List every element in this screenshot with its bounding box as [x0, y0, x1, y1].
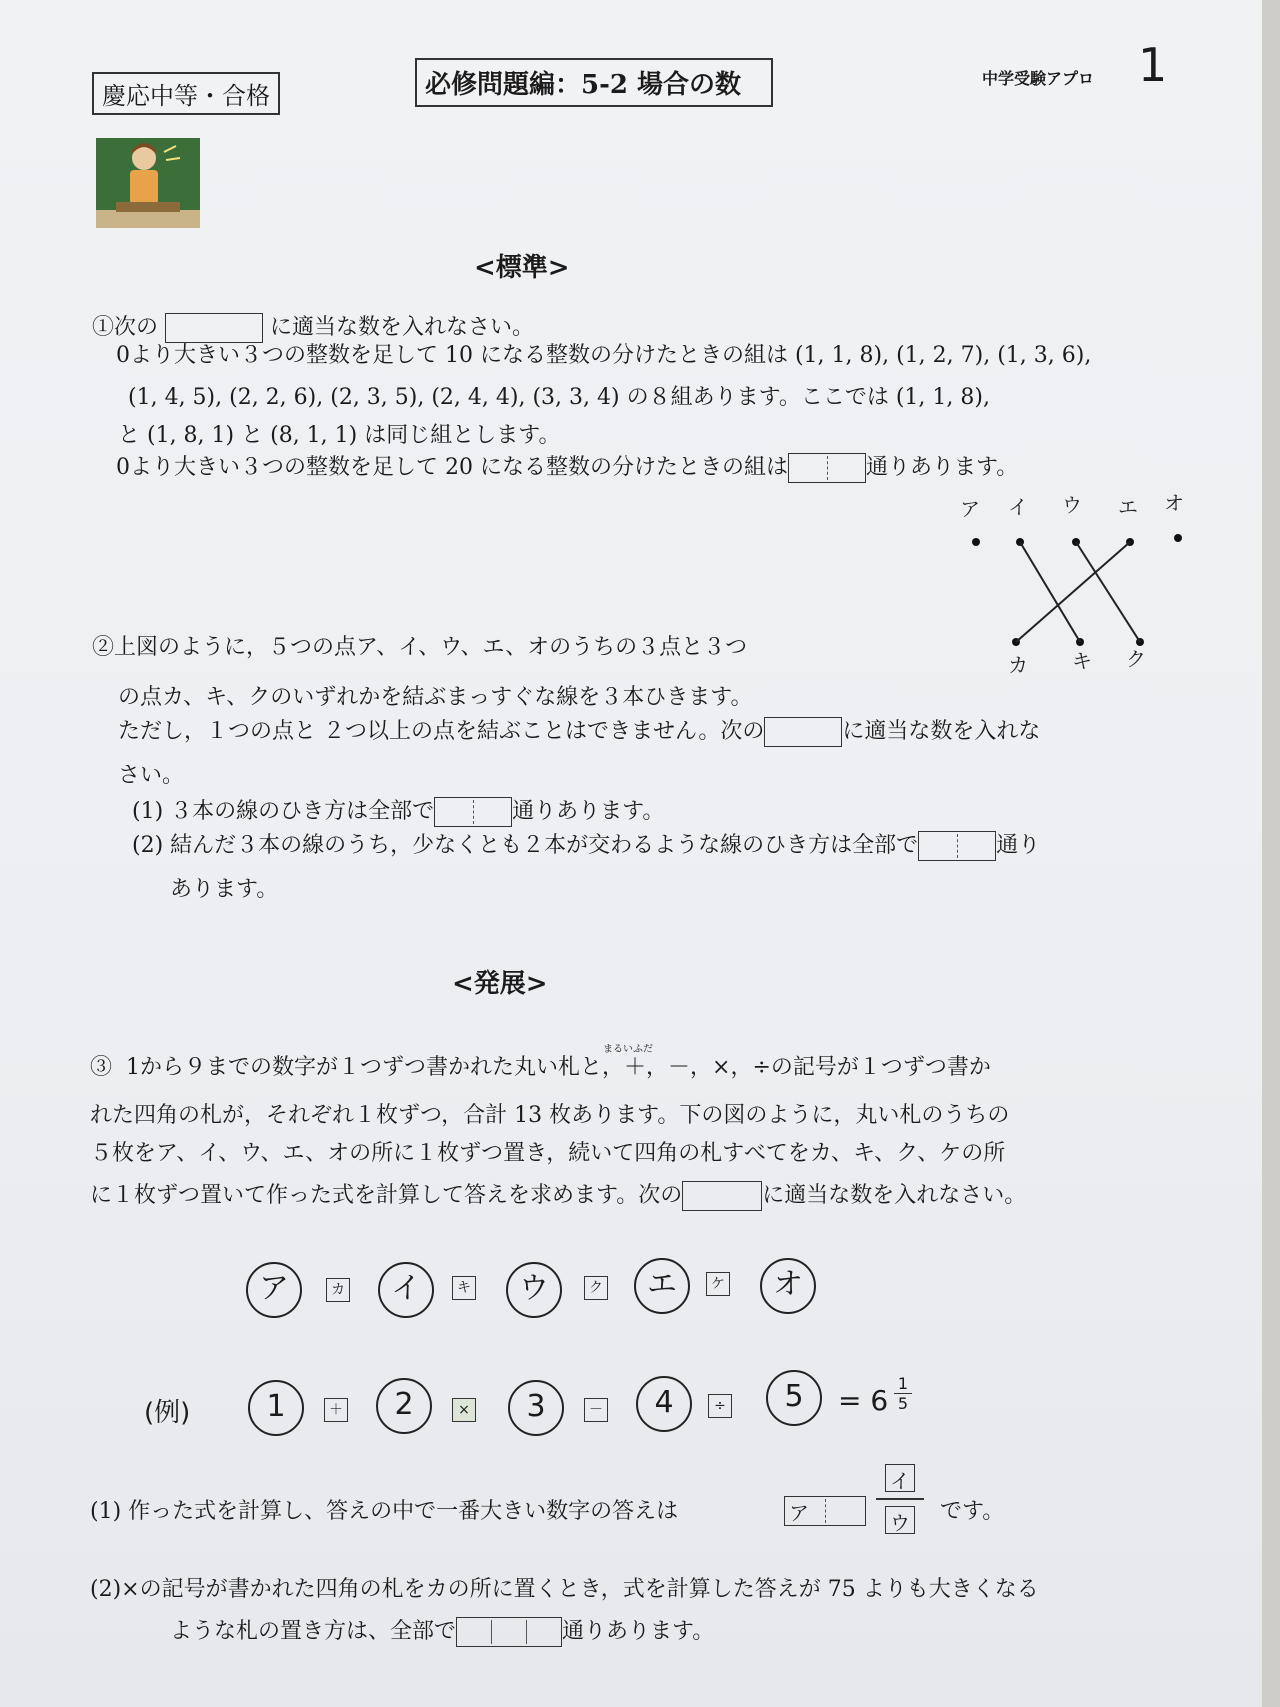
q2-sub1-answer-box[interactable] [434, 797, 512, 827]
label-u: ウ [1062, 493, 1082, 517]
q3-sub2-text: ような札の置き方は、全部で [170, 1619, 457, 1644]
q1-text-b: に適当な数を入れなさい。 [270, 315, 535, 340]
q3-sub2-suffix: 通りあります。 [562, 1619, 715, 1644]
point-o [1174, 534, 1182, 542]
square-slot-ke: ケ [706, 1272, 730, 1296]
page-title: 必修問題編：5-2 場合の数 [415, 58, 773, 107]
q3-sub2-answer-box[interactable] [456, 1617, 562, 1647]
page-number: 1 [1138, 38, 1168, 92]
line-i-ki [1020, 542, 1080, 642]
label-o: オ [1164, 491, 1184, 515]
q3-sub1-fraction [876, 1464, 924, 1534]
square-slot-ku: ク [584, 1276, 608, 1300]
example-circle-1: 1 [248, 1380, 304, 1436]
q3-sub1-numerator-box[interactable] [885, 1464, 915, 1492]
q3-sub1-text: (1) 作った式を計算し、答えの中で一番大きい数字の答えは [90, 1499, 679, 1524]
q1-question-text: 0より大きい３つの整数を足して 20 になる整数の分けたときの組は [116, 455, 788, 480]
q3-sub1-suffix: です。 [940, 1499, 1005, 1524]
q2-sub2-suffix: 通り [996, 833, 1041, 858]
q3-line4 [90, 1180, 1026, 1212]
square-slot-ki: キ [452, 1276, 476, 1300]
q2-text-3a: ただし，１つの点と ２つ以上の点を結ぶことはできません。次の [118, 719, 765, 744]
example-circle-4: 4 [636, 1376, 692, 1432]
q1-line3: (1, 4, 5), (2, 2, 6), (2, 3, 5), (2, 4, 4), (3, 3, 4) の８組あります。ここでは (1, 1, 8), [128, 385, 990, 410]
example-result-fraction [894, 1374, 912, 1413]
q2-sub1-text: (1) ３本の線のひき方は全部で [132, 799, 435, 824]
q2-sub2-text: (2) 結んだ３本の線のうち，少なくとも２本が交わるような線のひき方は全部で [132, 833, 919, 858]
q2-line4: さい。 [118, 763, 185, 788]
q2-number: ② [92, 635, 115, 660]
point-a [972, 538, 980, 546]
example-circle-5: 5 [766, 1370, 822, 1426]
example-label: (例) [144, 1398, 191, 1428]
example-square-plus: ＋ [324, 1398, 348, 1422]
q1-question-suffix: 通りあります。 [865, 455, 1019, 480]
circle-slot-i: イ [378, 1262, 434, 1318]
q3-sub1-box-a-label: ア [789, 1501, 809, 1525]
q2-line2: の点カ、キ、クのいずれかを結ぶまっすぐな線を３本ひきます。 [118, 685, 753, 710]
circle-slot-a: ア [246, 1262, 302, 1318]
label-ki: キ [1072, 649, 1092, 673]
section-advanced-heading: <発展> [452, 969, 548, 999]
q3-sub1-integer-box[interactable] [784, 1496, 866, 1526]
square-slot-ka: カ [326, 1278, 350, 1302]
example-square-times: × [452, 1398, 476, 1422]
example-square-divide: ÷ [708, 1394, 732, 1418]
example-result-numerator: 1 [897, 1374, 909, 1393]
label-i: イ [1008, 495, 1028, 519]
label-ka: カ [1008, 653, 1028, 677]
label-ku: ク [1126, 647, 1146, 671]
q3-number: ③ [90, 1055, 113, 1080]
q2-instruction-box [764, 717, 842, 747]
q3-sub1-denominator-box[interactable] [885, 1506, 915, 1534]
q2-line3 [118, 716, 1040, 748]
example-square-minus: － [584, 1398, 608, 1422]
q2-line1 [92, 632, 747, 664]
section-standard-heading: <標準> [474, 253, 570, 283]
example-circle-2: 2 [376, 1378, 432, 1434]
q1-text-a: 次の [114, 315, 159, 340]
circle-slot-o: オ [760, 1258, 816, 1314]
q3-line3: ５枚をア、イ、ウ、エ、オの所に１枚ずつ置き，続いて四角の札すべてをカ、キ、ク、ケの所 [90, 1141, 1006, 1166]
q1-number: ① [92, 315, 115, 340]
label-e: エ [1118, 495, 1138, 519]
teacher-illustration [96, 138, 200, 228]
label-a: ア [960, 497, 980, 521]
q3-text-4b: に適当な数を入れなさい。 [762, 1183, 1027, 1208]
circle-slot-u: ウ [506, 1262, 562, 1318]
q3-sub2-line1: (2)×の記号が書かれた四角の札をカの所に置くとき，式を計算した答えが 75 よりも大きくなる [90, 1577, 1039, 1602]
q3-instruction-box [682, 1181, 762, 1211]
q2-text-1: 上図のように，５つの点ア、イ、ウ、エ、オのうちの３点と３つ [114, 635, 748, 660]
q1-line4: と (1, 8, 1) と (8, 1, 1) は同じ組とします。 [118, 423, 561, 448]
q3-sub1-box-c-label: ウ [890, 1511, 910, 1535]
example-result-equals: = 6 [838, 1384, 889, 1417]
q3-line1 [90, 1052, 991, 1084]
q1-instruction-box [165, 313, 263, 343]
q1-line5 [116, 452, 1018, 484]
q3-sub1-box-b-label: イ [890, 1469, 910, 1493]
q3-text-1: 1から９までの数字が１つずつ書かれた丸い札と，＋，－，×，÷の記号が１つずつ書か [126, 1055, 991, 1080]
q3-sub1-fraction-bar [876, 1498, 924, 1500]
q3-sub1 [90, 1496, 678, 1528]
q2-sub2-line2: あります。 [170, 877, 279, 902]
circle-slot-e: エ [634, 1258, 690, 1314]
q3-text-4a: に１枚ずつ置いて作った式を計算して答えを求めます。次の [90, 1183, 683, 1208]
q2-sub1 [132, 796, 664, 828]
line-e-ka [1016, 542, 1130, 642]
q1-line2: 0より大きい３つの整数を足して 10 になる整数の分けたときの組は (1, 1, 8), (1, 2, 7), (1, 3, 6), [116, 343, 1092, 368]
q2-sub2-answer-box[interactable] [918, 831, 996, 861]
q2-text-3b: に適当な数を入れな [842, 719, 1041, 744]
lines-diagram [950, 490, 1200, 680]
school-label: 慶応中等・合格 [92, 72, 280, 115]
q1-answer-box[interactable] [788, 453, 866, 483]
q3-sub2-line2 [170, 1616, 714, 1648]
q3-ruby: まるいふだ [603, 1044, 653, 1055]
line-u-ku [1076, 542, 1140, 642]
brand-label: 中学受験アプロ [982, 69, 1095, 88]
q2-sub1-suffix: 通りあります。 [512, 799, 665, 824]
example-circle-3: 3 [508, 1380, 564, 1436]
q2-sub2 [132, 830, 1040, 862]
q3-line2: れた四角の札が，それぞれ１枚ずつ，合計 13 枚あります。下の図のように，丸い札のうちの [90, 1103, 1010, 1128]
example-result-denominator: 5 [894, 1393, 912, 1413]
